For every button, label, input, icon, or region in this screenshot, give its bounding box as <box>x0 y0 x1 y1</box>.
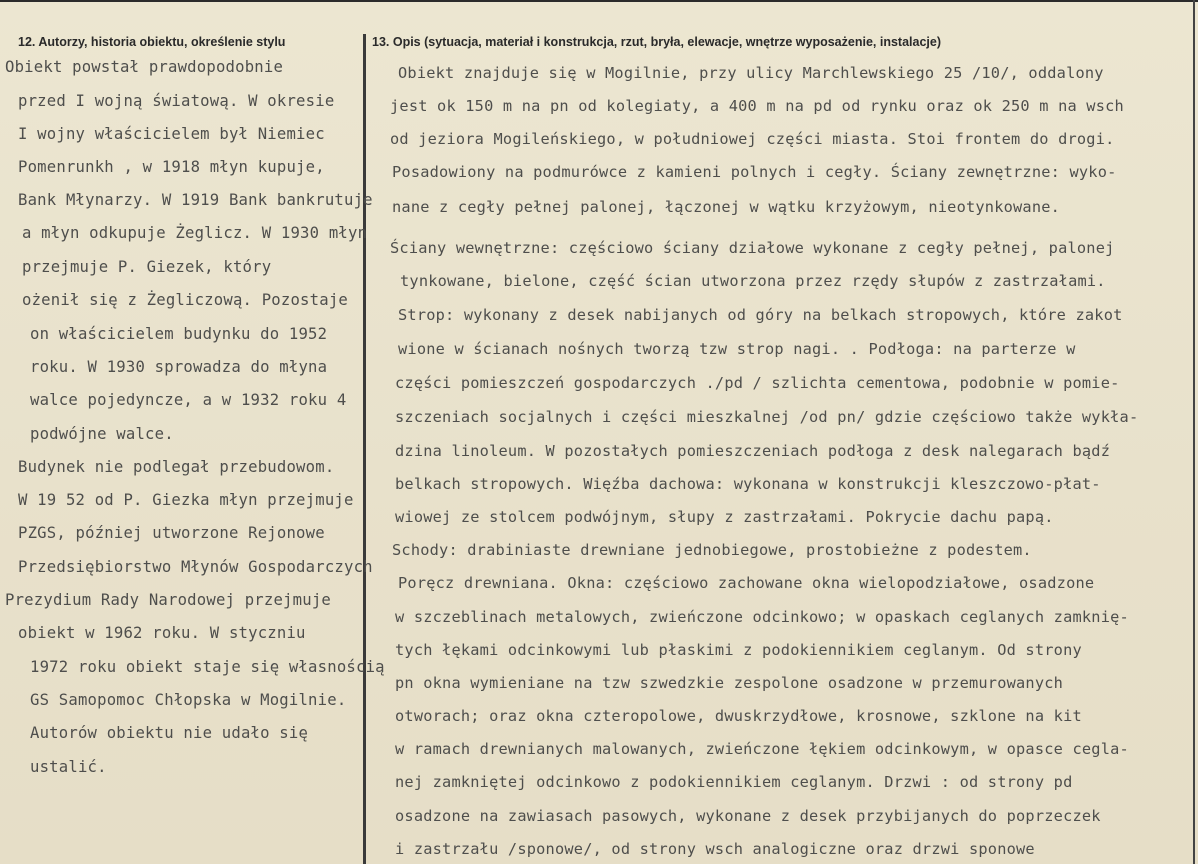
description-line: belkach stropowych. Więźba dachowa: wykonana w konstrukcji kleszczowo-płat- <box>395 475 1101 493</box>
history-line: 1972 roku obiekt staje się własnością <box>30 658 385 676</box>
history-line: I wojny właścicielem był Niemiec <box>18 125 325 143</box>
description-line: Posadowiony na podmurówce z kamieni polnych i cegły. Ściany zewnętrzne: wyko- <box>392 163 1117 181</box>
top-border-line <box>0 0 1198 2</box>
history-line: przed I wojną światową. W okresie <box>18 92 335 110</box>
description-line: osadzone na zawiasach pasowych, wykonane z desek przybijanych do poprzeczek <box>395 807 1101 825</box>
description-line: Schody: drabiniaste drewniane jednobiegowe, prostobieżne z podestem. <box>392 541 1032 559</box>
history-line: Budynek nie podlegał przebudowom. <box>18 458 335 476</box>
history-line: ustalić. <box>30 758 107 776</box>
description-line: tych łękami odcinkowymi lub płaskimi z podokiennikiem ceglanym. Od strony <box>395 641 1082 659</box>
history-line: a młyn odkupuje Żeglicz. W 1930 młyn <box>22 224 368 242</box>
description-line: dzina linoleum. W pozostałych pomieszczeniach podłoga z desk nalegarach bądź <box>395 442 1111 460</box>
history-line: Prezydium Rady Narodowej przejmuje <box>5 591 331 609</box>
description-line: nej zamkniętej odcinkowo z podokiennikiem ceglanym. Drzwi : od strony pd <box>395 773 1073 791</box>
description-line: wiowej ze stolcem podwójnym, słupy z zastrzałami. Pokrycie dachu papą. <box>395 508 1054 526</box>
history-line: W 19 52 od P. Giezka młyn przejmuje <box>18 491 354 509</box>
history-line: on właścicielem budynku do 1952 <box>30 325 328 343</box>
description-line: nane z cegły pełnej palonej, łączonej w wątku krzyżowym, nieotynkowane. <box>392 198 1061 216</box>
history-line: obiekt w 1962 roku. W styczniu <box>18 624 306 642</box>
description-line: i zastrzału /sponowe/, od strony wsch analogiczne oraz drzwi sponowe <box>395 840 1035 858</box>
description-line: od jeziora Mogileńskiego, w południowej części miasta. Stoi frontem do drogi. <box>390 130 1115 148</box>
description-line: szczeniach socjalnych i części mieszkalnej /od pn/ gdzie częściowo także wykła- <box>395 408 1139 426</box>
history-line: Bank Młynarzy. W 1919 Bank bankrutuje <box>18 191 373 209</box>
right-border-line <box>1193 0 1195 864</box>
description-line: jest ok 150 m na pn od kolegiaty, a 400 m na pd od rynku oraz ok 250 m na wsch <box>390 97 1124 115</box>
description-line: Obiekt znajduje się w Mogilnie, przy ulicy Marchlewskiego 25 /10/, oddalony <box>398 64 1104 82</box>
history-line: Autorów obiektu nie udało się <box>30 724 309 742</box>
description-line: otworach; oraz okna czteropolowe, dwuskrzydłowe, krosnowe, szklone na kit <box>395 707 1082 725</box>
column-divider <box>363 34 366 864</box>
description-line: wione w ścianach nośnych tworzą tzw strop nagi. . Podłoga: na parterze w <box>398 340 1076 358</box>
history-line: podwójne walce. <box>30 425 174 443</box>
history-line: ożenił się z Żegliczową. Pozostaje <box>22 291 348 309</box>
history-line: roku. W 1930 sprowadza do młyna <box>30 358 328 376</box>
description-line: Ściany wewnętrzne: częściowo ściany działowe wykonane z cegły pełnej, palonej <box>390 239 1115 257</box>
description-line: części pomieszczeń gospodarczych ./pd / szlichta cementowa, podobnie w pomie- <box>395 374 1120 392</box>
history-line: przejmuje P. Giezek, który <box>22 258 272 276</box>
section-12-heading: 12. Autorzy, historia obiektu, określenie stylu <box>18 35 286 49</box>
description-line: Strop: wykonany z desek nabijanych od góry na belkach stropowych, które zakot <box>398 306 1123 324</box>
description-line: Poręcz drewniana. Okna: częściowo zachowane okna wielopodziałowe, osadzone <box>398 574 1095 592</box>
history-line: Pomenrunkh , w 1918 młyn kupuje, <box>18 158 325 176</box>
history-line: Obiekt powstał prawdopodobnie <box>5 58 284 76</box>
history-line: Przedsiębiorstwo Młynów Gospodarczych <box>18 558 373 576</box>
description-line: w szczeblinach metalowych, zwieńczone odcinkowo; w opaskach ceglanych zamknię- <box>395 608 1129 626</box>
description-line: tynkowane, bielone, część ścian utworzona przez rzędy słupów z zastrzałami. <box>400 272 1106 290</box>
section-13-heading: 13. Opis (sytuacja, materiał i konstrukcja, rzut, bryła, elewacje, wnętrze wyposażenie, instalacje) <box>372 35 941 49</box>
history-line: PZGS, później utworzone Rejonowe <box>18 524 325 542</box>
description-line: w ramach drewnianych malowanych, zwieńczone łękiem odcinkowym, w opasce cegla- <box>395 740 1129 758</box>
description-line: pn okna wymieniane na tzw szwedzkie zespolone osadzone w przemurowanych <box>395 674 1064 692</box>
history-line: GS Samopomoc Chłopska w Mogilnie. <box>30 691 347 709</box>
history-line: walce pojedyncze, a w 1932 roku 4 <box>30 391 347 409</box>
